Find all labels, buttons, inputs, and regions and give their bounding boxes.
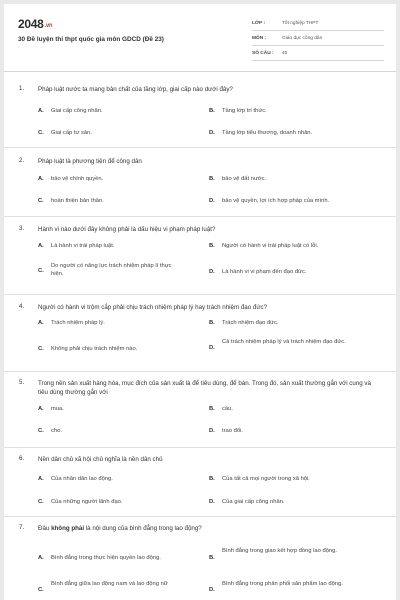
question-1	[4, 82, 396, 148]
question-number: 4.	[19, 303, 25, 310]
option-text: Của tất cả mọi người trong xã hội.	[222, 476, 310, 482]
option-letter: D.	[209, 587, 215, 593]
option-text: Của nhân dân lao động.	[51, 476, 113, 482]
option-letter: B.	[209, 406, 215, 412]
option-letter: B.	[209, 108, 215, 114]
option-text: Trách nhiệm đạo đức.	[222, 320, 279, 326]
question-number: 3.	[19, 225, 25, 232]
option-text: Tầng lớp trí thức.	[222, 108, 267, 114]
question-divider	[4, 294, 396, 295]
option-letter: A.	[38, 176, 44, 182]
option-text: cho.	[51, 428, 62, 434]
option-text: Bình đẳng trong phân phối sản phẩm lao động.	[222, 581, 343, 587]
option-text: Bình đẳng trong giao kết hợp đồng lao động.	[222, 548, 337, 554]
option-letter: C.	[38, 428, 44, 434]
option-text: cầu.	[222, 406, 233, 412]
question-text-end: là nội dung của bình đẳng trong lao động?	[84, 525, 202, 532]
option-letter: C.	[38, 268, 44, 274]
option-letter: C.	[38, 198, 44, 204]
option-text: trao đổi.	[222, 428, 243, 434]
question-text	[38, 524, 382, 533]
question-text-emphasis: không phải	[51, 525, 85, 532]
question-divider	[4, 371, 396, 372]
option-letter: C.	[38, 499, 44, 505]
option-letter: D.	[209, 499, 215, 505]
option-text: Tầng lớp tiểu thương, doanh nhân.	[222, 130, 313, 136]
option-text: Giai cấp tư sản.	[51, 130, 92, 136]
option-text: mua.	[51, 406, 64, 412]
header-divider	[4, 71, 396, 72]
question-number: 7.	[19, 524, 25, 531]
question-7	[4, 520, 396, 600]
option-letter: D.	[209, 269, 215, 275]
question-2	[4, 154, 396, 218]
option-letter: D.	[209, 428, 215, 434]
exam-title: 30 Đề luyện thi thpt quốc gia môn GDCD (Đề 23)	[18, 36, 164, 43]
logo-text: 2048	[18, 17, 44, 31]
option-letter: A.	[38, 555, 44, 561]
question-divider	[4, 147, 396, 148]
option-letter: D.	[209, 130, 215, 136]
option-text: Của những người lãnh đạo.	[51, 499, 123, 505]
option-letter: D.	[209, 345, 215, 351]
option-text: Không phải chịu trách nhiệm nào.	[51, 346, 138, 352]
question-text-start: Đâu	[38, 525, 52, 532]
option-letter: A.	[38, 476, 44, 482]
option-text: bảo vệ đất nước.	[222, 176, 267, 182]
option-letter: B.	[209, 243, 215, 249]
option-text: Người có hành vi trái pháp luật có lỗi.	[222, 243, 319, 249]
option-letter: B.	[209, 555, 215, 561]
meta-key: SỐ CÂU :	[252, 50, 274, 56]
meta-row-class	[252, 16, 384, 31]
question-number: 2.	[19, 157, 25, 164]
logo-suffix: .vn	[44, 23, 53, 29]
question-text: Pháp luật là phương tiện để công dân	[38, 158, 142, 165]
option-text: Của giai cấp công nhân.	[222, 499, 285, 505]
option-letter: B.	[209, 176, 215, 182]
exam-meta-table	[252, 16, 384, 61]
option-letter: C.	[38, 587, 44, 593]
option-text: Bình đẳng trong thực hiện quyền lao động.	[51, 555, 161, 561]
question-number: 6.	[19, 455, 25, 462]
option-letter: C.	[38, 346, 44, 352]
question-number: 1.	[19, 85, 25, 92]
question-text: Người có hành vi trộm cắp phải chịu trách nhiệm pháp lý hay trách nhiệm đạo đức?	[38, 304, 268, 311]
option-text: bảo vệ quyền, lợi ích hợp pháp của mình.	[222, 198, 330, 204]
question-5	[4, 375, 396, 449]
option-text: Cả trách nhiệm pháp lý và trách nhiệm đạo đức.	[222, 339, 346, 345]
option-text: Bình đẳng giữa lao động nam và lao động nữ	[51, 581, 168, 587]
option-text: bảo vệ chính quyền.	[51, 176, 104, 182]
option-text: Là hành vi vi phạm đến đạo đức.	[222, 269, 307, 275]
exam-header	[4, 4, 396, 66]
question-number: 5.	[19, 379, 25, 386]
option-letter: A.	[38, 243, 44, 249]
question-text: Hành vi nào dưới đây không phải là dấu hiệu vi phạm pháp luật?	[38, 226, 216, 233]
exam-page	[4, 4, 396, 600]
option-letter: A.	[38, 406, 44, 412]
option-letter: D.	[209, 198, 215, 204]
question-3	[4, 222, 396, 296]
option-letter: A.	[38, 108, 44, 114]
option-letter: B.	[209, 476, 215, 482]
meta-key: LỚP :	[252, 20, 266, 26]
option-text: Trách nhiệm pháp lý.	[51, 320, 105, 326]
question-4	[4, 300, 396, 374]
site-logo[interactable]	[18, 17, 52, 31]
question-text: Trong nền sản xuất hàng hóa, mục đích của sản xuất là để tiêu dùng, để bán. Trong đó, sản xuất thường gắn với cung và tiêu dùng thường gắn với	[38, 380, 371, 396]
option-letter: B.	[209, 320, 215, 326]
meta-value: Giáo dục công dân	[282, 35, 323, 41]
question-6	[4, 451, 396, 517]
question-text: Nền dân chủ xã hội chủ nghĩa là nền dân chủ	[38, 456, 163, 463]
option-letter: A.	[38, 320, 44, 326]
option-text: hoàn thiện bản thân.	[51, 198, 104, 204]
option-text: Là hành vi trái pháp luật.	[51, 243, 115, 249]
meta-row-question-count	[252, 46, 384, 61]
question-divider	[4, 447, 396, 448]
question-divider	[4, 216, 396, 217]
option-letter: C.	[38, 130, 44, 136]
option-text: Giai cấp công nhân.	[51, 108, 103, 114]
meta-key: MÔN :	[252, 35, 267, 41]
question-divider	[4, 516, 396, 517]
question-text: Pháp luật nước ta mang bản chất của tầng lớp, giai cấp nào dưới đây?	[38, 86, 233, 93]
meta-value: Tốt nghiệp THPT	[282, 20, 319, 26]
option-text: Do người có năng lực trách nhiệm pháp lí thực hiện.	[51, 263, 172, 277]
meta-row-subject	[252, 31, 384, 46]
meta-value: 40	[282, 50, 288, 56]
